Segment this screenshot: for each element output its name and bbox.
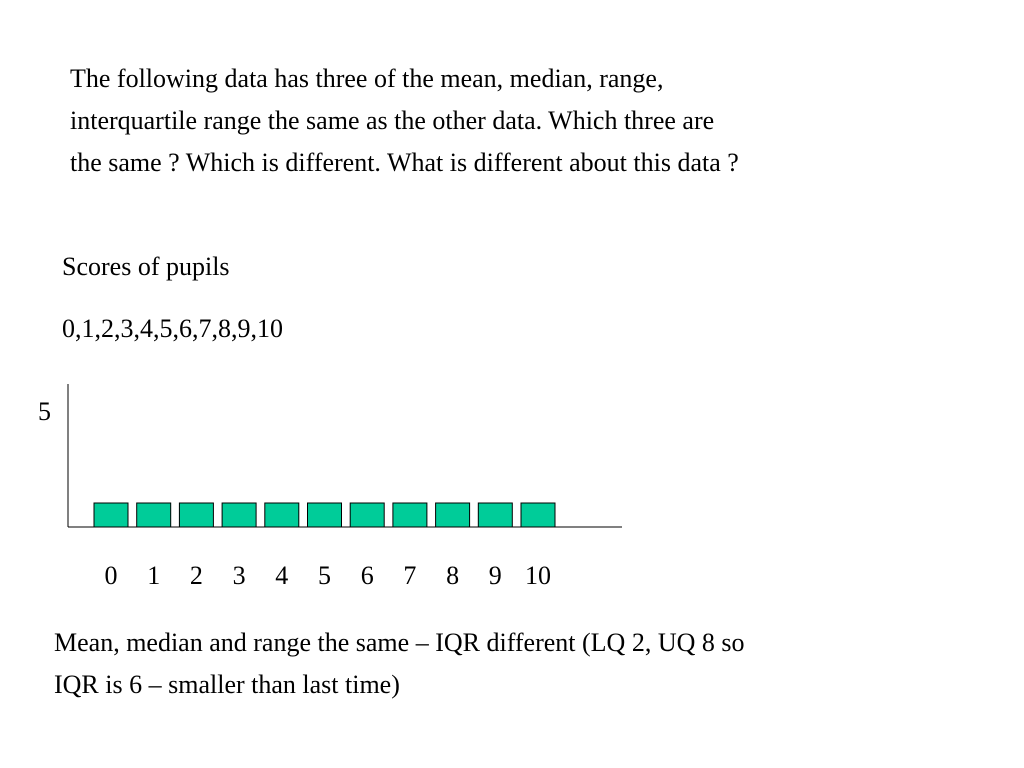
bar-1 [137, 503, 171, 527]
dataset-values: 0,1,2,3,4,5,6,7,8,9,10 [62, 314, 283, 343]
question-line: interquartile range the same as the other data. Which three are [70, 106, 715, 135]
answer-line: Mean, median and range the same – IQR different (LQ 2, UQ 8 so [54, 628, 745, 657]
y-tick-labels [38, 397, 51, 426]
x-tick-label: 3 [232, 561, 246, 590]
dot-plot-chart [0, 370, 660, 600]
bar-10 [521, 503, 555, 527]
bar-6 [350, 503, 384, 527]
dataset-title: Scores of pupils [62, 252, 230, 281]
x-tick-label: 2 [189, 561, 203, 590]
question-line: The following data has three of the mean, median, range, [70, 64, 664, 93]
x-tick-label: 0 [104, 561, 118, 590]
bar-9 [478, 503, 512, 527]
x-tick-label: 5 [318, 561, 331, 590]
bar-8 [436, 503, 470, 527]
bar-4 [265, 503, 299, 527]
answer-line: IQR is 6 – smaller than last time) [54, 670, 400, 699]
x-tick-label: 7 [403, 561, 417, 590]
bar-0 [94, 503, 128, 527]
chart-svg [0, 370, 660, 600]
x-tick-label: 1 [147, 561, 161, 590]
x-tick-label: 10 [525, 561, 551, 590]
y-tick-label: 5 [38, 397, 51, 426]
x-tick-labels [105, 561, 552, 590]
answer-text [54, 622, 984, 706]
bar-7 [393, 503, 427, 527]
x-tick-label: 6 [360, 561, 374, 590]
question-line: the same ? Which is different. What is different about this data ? [70, 148, 739, 177]
bar-3 [222, 503, 256, 527]
x-tick-label: 8 [446, 561, 460, 590]
bar-5 [308, 503, 342, 527]
bars [94, 503, 555, 527]
x-tick-label: 9 [488, 561, 502, 590]
question-text [70, 58, 990, 184]
bar-2 [179, 503, 213, 527]
x-tick-label: 4 [275, 561, 289, 590]
